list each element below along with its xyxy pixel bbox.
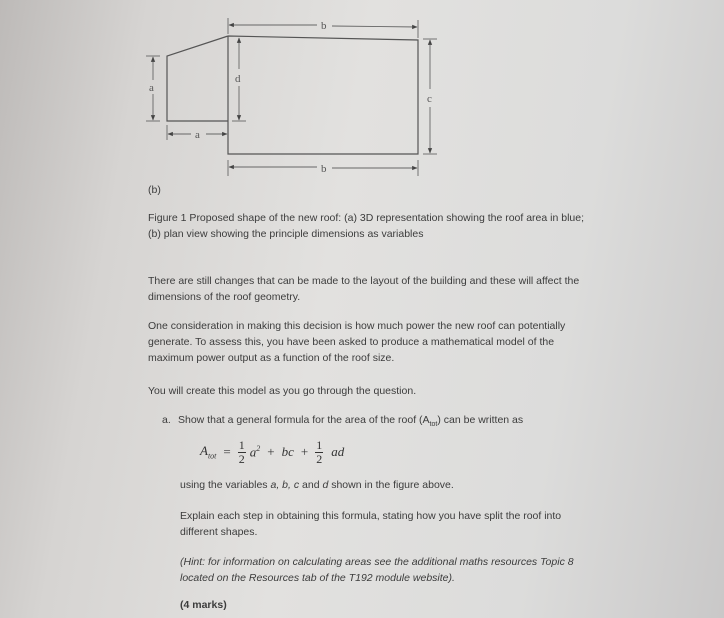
dim-label-left-a: a xyxy=(149,82,154,94)
caption-line-1: Figure 1 Proposed shape of the new roof: (a) 3D representation showing the roof area in blue; xyxy=(148,212,585,224)
variables-note: using the variables a, b, c and d shown in the figure above. xyxy=(180,479,454,491)
formula-term-ad: ad xyxy=(331,444,345,459)
formula-term-a-squared: $a^2$ xyxy=(249,443,261,460)
hint-text xyxy=(180,554,574,586)
paragraph-line: (Hint: for information on calculating areas see the additional maths resources Topic 8 xyxy=(180,556,574,568)
paragraph-create-model: You will create this model as you go through the question. xyxy=(148,385,417,397)
dim-label-bottom-a: a xyxy=(195,129,200,141)
paragraph-line: Explain each step in obtaining this formula, stating how you have split the roof into xyxy=(180,510,562,522)
paragraph-line: different shapes. xyxy=(180,526,258,538)
paragraph-line: maximum power output as a function of the roof size. xyxy=(148,352,395,364)
formula-fraction-1: $\frac{1}{2}$ xyxy=(238,437,245,466)
dim-label-c: c xyxy=(427,93,432,105)
paragraph-line: dimensions of the roof geometry. xyxy=(148,291,301,303)
prompt-text-end: ) can be written as xyxy=(437,414,524,426)
prompt-text: Show that a general formula for the area of the roof (A xyxy=(178,414,430,426)
roof-outline xyxy=(167,36,418,154)
formula-term-bc: bc xyxy=(281,444,294,459)
dim-label-bottom-b: b xyxy=(321,163,327,175)
marks-label: (4 marks) xyxy=(180,599,227,611)
question-a-prompt xyxy=(162,412,523,433)
paragraph-power-consideration xyxy=(148,318,565,366)
formula-plus: + xyxy=(300,444,309,459)
caption-line-2: (b) plan view showing the principle dimensions as variables xyxy=(148,228,424,240)
paragraph-line: One consideration in making this decision is how much power the new roof can potentially xyxy=(148,320,566,332)
paragraph-layout-changes xyxy=(148,273,579,305)
formula-fraction-2: $\frac{1}{2}$ xyxy=(316,437,323,466)
prompt-subscript: tot xyxy=(429,421,438,429)
figure-part-label: (b) xyxy=(148,184,161,196)
formula-equals: = xyxy=(223,444,231,459)
dim-label-top-b: b xyxy=(321,20,327,32)
formula-lhs: $A_{tot}$ xyxy=(200,443,217,461)
paragraph-line: located on the Resources tab of the T192 module website). xyxy=(180,572,455,584)
list-marker: a. xyxy=(162,414,171,426)
explain-instruction xyxy=(180,508,561,540)
formula-plus: + xyxy=(267,444,275,459)
roof-plan-diagram xyxy=(140,10,460,180)
figure-caption xyxy=(148,210,584,242)
area-formula xyxy=(200,432,344,472)
dim-label-d: d xyxy=(235,73,241,85)
paragraph-line: There are still changes that can be made to the layout of the building and these will affect the xyxy=(148,275,580,287)
paragraph-line: generate. To assess this, you have been asked to produce a mathematical model of the xyxy=(148,336,555,348)
